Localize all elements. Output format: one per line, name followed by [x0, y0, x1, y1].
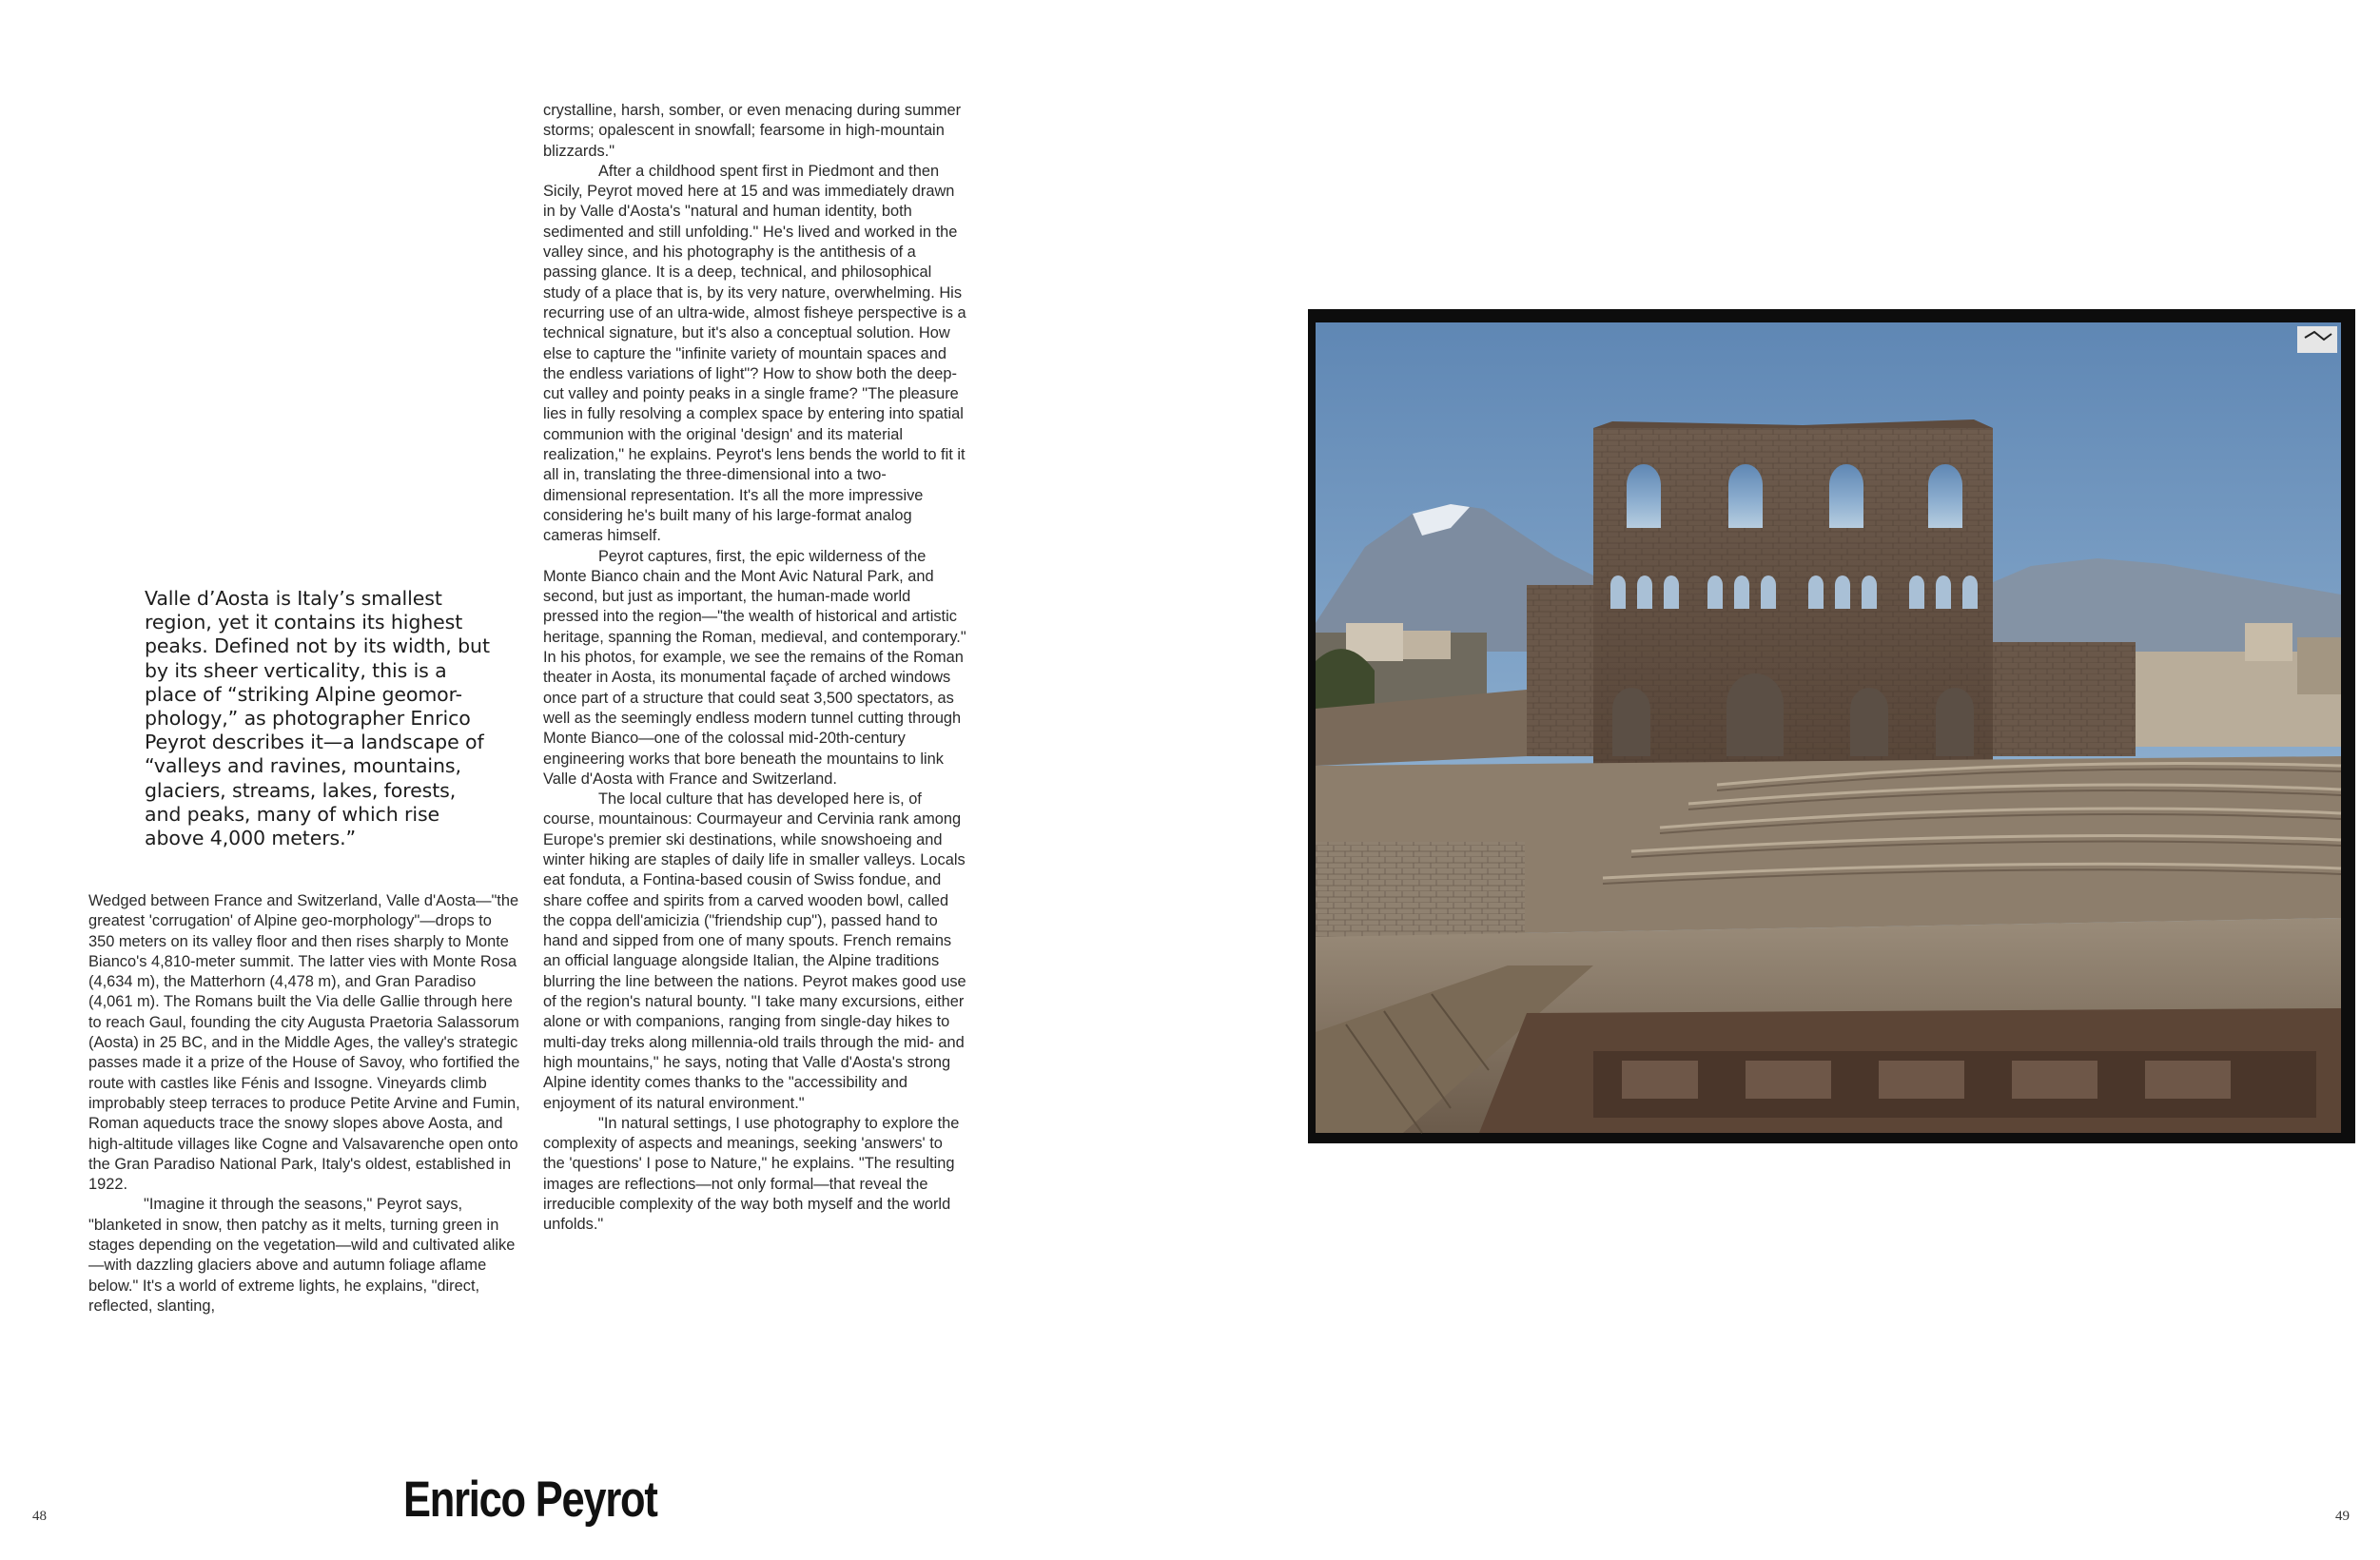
paragraph: Peyrot captures, first, the epic wilderness of the Monte Bianco chain and the Mont Avic Natural Park, and second, but just as important, the human-made world pressed into the region—"the wealth of historical and artistic heritage, spanning the Roman, medieval, and contemporary." In his photos, for example, we see the remains of the Roman theater in Aosta, its monumental façade of arched windows once part of a structure that could seat 3,500 spectators, as well as the seemingly endless modern tunnel cutting through Monte Bianco—one of the colossal mid-20th-century engineering works that bore beneath the mountains to link Valle d'Aosta with France and Switzerland.	[543, 547, 966, 788]
paragraph: crystalline, harsh, somber, or even menacing during summer storms; opalescent in snowfall; fearsome in high-mountain blizzards."	[543, 102, 962, 160]
page-number-left: 48	[32, 1509, 47, 1524]
article-column-middle	[543, 101, 966, 1236]
pull-quote: Valle d’Aosta is Italy’s smallest region, yet it contains its highest peaks. Defined not by its width, but by its sheer verticality, this is a place of “striking Alpine geomor-phology,” as photographer Enrico Peyrot describes it—a landscape of “valleys and ravines, mountains, glaciers, streams, lakes, forests, and peaks, many of which rise above 4,000 meters.”	[145, 587, 490, 850]
roman-theater-photograph	[1308, 309, 2355, 1143]
paragraph: Wedged between France and Switzerland, Valle d'Aosta—"the greatest 'corrugation' of Alpine geo-morphology"—drops to 350 meters on its valley floor and then rises sharply to Monte Bianco's 4,810-meter summit. The latter vies with Monte Rosa (4,634 m), the Matterhorn (4,478 m), and Gran Paradiso (4,061 m). The Romans built the Via delle Gallie through here to reach Gaul, founding the city Augusta Praetoria Salassorum (Aosta) in 25 BC, and in the Middle Ages, the valley's strategic passes made it a prize of the House of Savoy, who fortified the route with castles like Fénis and Issogne. Vineyards climb improbably steep terraces to produce Petite Arvine and Fumin, Roman aqueducts trace the snowy slopes above Aosta, and high-altitude villages like Cogne and Valsavarenche open onto the Gran Paradiso National Park, Italy's oldest, established in 1922.	[88, 892, 520, 1194]
paragraph: The local culture that has developed here is, of course, mountainous: Courmayeur and Cervinia rank among Europe's premier ski destinations, while snowshoeing and winter hiking are staples of daily life in smaller valleys. Locals eat fonduta, a Fontina-based cousin of Swiss fondue, and share coffee and spirits from a carved wooden bowl, called the coppa dell'amicizia ("friendship cup"), passed hand to hand and sipped from one of many spouts. French remains an official language alongside Italian, the Alpine traditions blurring the line between the nations. Peyrot makes good use of the region's natural bounty. "I take many excursions, either alone or with companions, ranging from single-day hikes to multi-day treks along millennia-old trails through the mid- and high mountains," he says, noting that Valle d'Aosta's strong Alpine identity comes thanks to the "accessibility and enjoyment of its natural environment."	[543, 790, 966, 1112]
paragraph: "In natural settings, I use photography to explore the complexity of aspects and meanings, seeking 'answers' to the 'questions' I pose to Nature," he explains. "The resulting images are reflections—not only formal—that reveal the irreducible complexity of the way both myself and the world unfolds."	[543, 1114, 960, 1234]
photo-illustration	[1308, 309, 2355, 1143]
paragraph: "Imagine it through the seasons," Peyrot says, "blanketed in snow, then patchy as it melts, turning green in stages depending on the vegetation—wild and cultivated alike—with dazzling glaciers above and autumn foliage aflame below." It's a world of extreme lights, he explains, "direct, reflected, slanting,	[88, 1196, 516, 1315]
photographer-name-title: Enrico Peyrot	[403, 1472, 657, 1528]
article-column-left	[88, 891, 521, 1316]
paragraph: After a childhood spent first in Piedmont and then Sicily, Peyrot moved here at 15 and was immediately drawn in by Valle d'Aosta's "natural and human identity, both sedimented and still unfolding." He's lived and worked in the valley since, and his photography is the antithesis of a passing glance. It is a deep, technical, and philosophical study of a place that is, by its very nature, overwhelming. His recurring use of an ultra-wide, almost fisheye perspective is a technical signature, but it's also a conceptual solution. How else to capture the "infinite variety of mountain spaces and the endless variations of light"? How to show both the deep-cut valley and pointy peaks in a single frame? "The pleasure lies in fully resolving a complex space by entering into spatial communion with the original 'design' and its material realization," he explains. Peyrot's lens bends the world to fit it all in, translating the three-dimensional into a two-dimensional representation. It's all the more impressive considering he's built many of his large-format analog cameras himself.	[543, 162, 966, 545]
page-number-right: 49	[2335, 1509, 2350, 1524]
